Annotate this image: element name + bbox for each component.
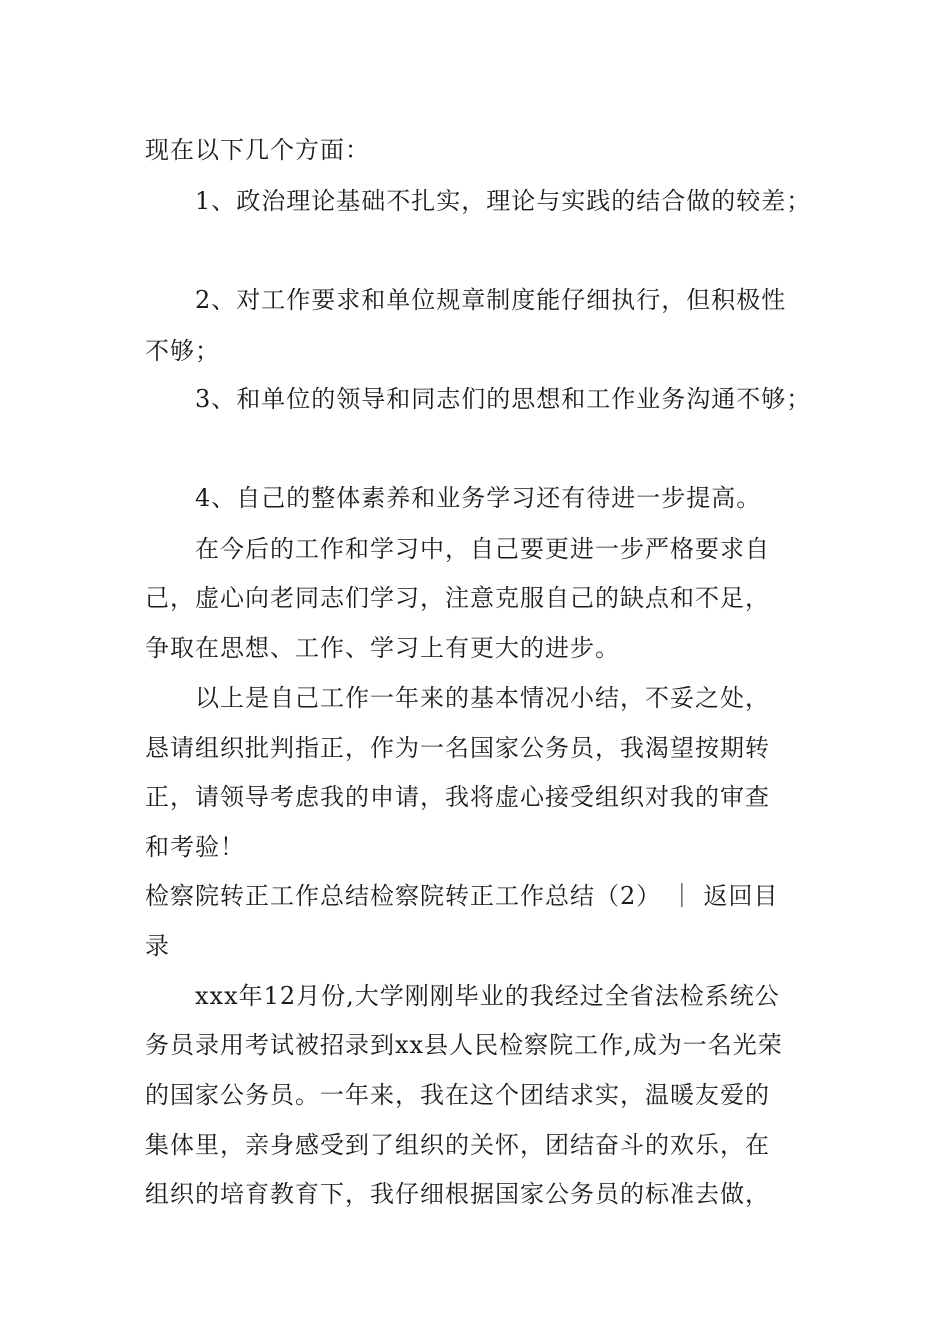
section-heading-continued[interactable]: 录: [145, 932, 170, 960]
paragraph-line: 集体里，亲身感受到了组织的关怀，团结奋斗的欢乐，在: [145, 1131, 770, 1159]
paragraph-line: 在今后的工作和学习中，自己要更进一步严格要求自: [195, 535, 770, 563]
paragraph-line: 恳请组织批判指正，作为一名国家公务员，我渴望按期转: [145, 734, 770, 762]
paragraph-line: 的国家公务员。一年来，我在这个团结求实，温暖友爱的: [145, 1081, 770, 1109]
paragraph-line: xxx年12月份,大学刚刚毕业的我经过全省法检系统公: [195, 982, 780, 1010]
paragraph-line: 和考验！: [145, 833, 245, 861]
paragraph-line: 组织的培育教育下，我仔细根据国家公务员的标准去做，: [145, 1180, 770, 1208]
paragraph-line: 争取在思想、工作、学习上有更大的进步。: [145, 634, 620, 662]
paragraph-line: 己，虚心向老同志们学习，注意克服自己的缺点和不足，: [145, 584, 770, 612]
paragraph-line: 正，请领导考虑我的申请，我将虚心接受组织对我的审查: [145, 783, 770, 811]
list-item: 3、和单位的领导和同志们的思想和工作业务沟通不够；: [195, 385, 812, 413]
list-item: 2、对工作要求和单位规章制度能仔细执行，但积极性: [195, 286, 787, 314]
paragraph-line: 务员录用考试被招录到xx县人民检察院工作,成为一名光荣: [145, 1031, 783, 1059]
text-line: 不够；: [145, 337, 220, 365]
paragraph-line: 以上是自己工作一年来的基本情况小结，不妥之处，: [195, 684, 770, 712]
list-item: 4、自己的整体素养和业务学习还有待进一步提高。: [195, 484, 762, 512]
list-item: 1、政治理论基础不扎实，理论与实践的结合做的较差；: [195, 187, 812, 215]
section-heading[interactable]: 检察院转正工作总结检察院转正工作总结（2） ｜ 返回目: [145, 882, 779, 910]
text-line: 现在以下几个方面：: [145, 136, 370, 164]
